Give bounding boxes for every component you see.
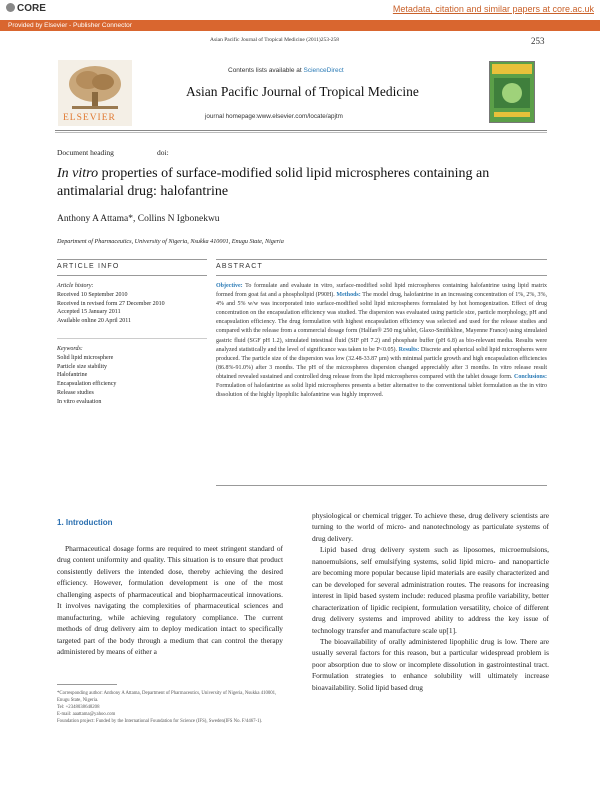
- conclusions-text: Formulation of halofantrine as solid lipid microspheres presents a better alternative to the conventional tablet formulation as the in vitro dissolution of the highly lipophilic halofantrine was highly improved.: [216, 383, 547, 399]
- keyword: In vitro evaluation: [57, 398, 102, 405]
- objective-label: Objective:: [216, 283, 243, 289]
- affiliation: Department of Pharmaceutics, University of Nigeria, Nsukka 410001, Enugu State, Nigeria: [57, 238, 284, 245]
- abstract-heading: ABSTRACT: [216, 263, 263, 270]
- paragraph: Lipid based drug delivery system such as liposomes, microemulsions, nanoemulsions, self emulsifying systems, solid lipid micro- and nanoparticle are becoming more popular because lipid materials are easily characterized and can be developed for several administration routes. The reasons for increasing interest in lipid based system include: reduced plasma profile variability, better characterization of lipidic recipient, formulation versatility, choice of different drug delivery systems and improved ability to address the key issue of technology transfer and manufacture scale up[1].: [312, 545, 549, 635]
- info-rule-bottom: [57, 275, 207, 276]
- authors: Anthony A Attama*, Collins N Igbonekwu: [57, 214, 220, 224]
- keywords: [57, 345, 207, 407]
- online-date: Available online 20 April 2011: [57, 318, 131, 325]
- journal-cover-thumbnail: [489, 61, 535, 123]
- objective-text: To formulate and evaluate in vitro, surface-modified solid lipid microspheres containing halofantrine using lipid matrix formed from goat fat and a phospholipid (P90H).: [216, 283, 547, 299]
- methods-label: Methods:: [336, 292, 361, 299]
- paragraph: Pharmaceutical dosage forms are required to meet stringent standard of drug content uniformity and quality. This situation is to ensure that product consistently delivers the intended dose, thereby achieving the desired efficiency. However, formulation development is one of the most challenging aspects of pharmaceutical and biopharmaceutical innovations. It involves navigating the complexities of pharmaceutical sciences and manufacturing, while achieving regulatory compliance. The current methods of drug delivery aim to deploy medication intact to specifically targeted part of the body through a medium that can control the therapy administered by means of either a: [57, 544, 283, 657]
- abstract-body: [216, 282, 547, 400]
- keywords-rule: [57, 338, 207, 339]
- running-head: Asian Pacific Journal of Tropical Medicine (2011)253-258: [210, 37, 340, 43]
- footnote-funding: Foundation project: Funded by the International Foundation for Science (IFS), Sweden(IFS No. F/4467-1).: [57, 719, 263, 724]
- article-info-heading: ARTICLE INFO: [57, 263, 120, 270]
- footnote-tel: Tel: +2348038648208: [57, 705, 100, 710]
- page-number: 253: [531, 36, 545, 46]
- provider-text[interactable]: Provided by Elsevier - Publisher Connector: [8, 22, 132, 29]
- title-italic: In vitro: [57, 166, 99, 181]
- accepted-date: Accepted 15 January 2011: [57, 309, 121, 316]
- conclusions-label: Conclusions:: [514, 373, 548, 380]
- results-text: Discrete and spherical solid lipid microspheres were produced. The particle size of the dispersion was low (32.48-33.87 μm) with minimal particle growth and high encapsulation efficiencies (86.8%-91.0%) after 3 months. The pH of the microspheres dispersion changed appreciably after 3 months. In vitro release result obtained revealed sustained and controlled drug release from the lipid microspheres compared with the tablet dosage form.: [216, 346, 548, 380]
- history-label: Article history:: [57, 283, 94, 289]
- body-column-right: [312, 510, 549, 693]
- keyword: Solid lipid microsphere: [57, 354, 114, 361]
- keyword: Encapsulation efficiency: [57, 381, 117, 388]
- abstract-rule-top: [216, 259, 547, 260]
- abstract-rule-bottom: [216, 275, 547, 276]
- core-logo-icon: [6, 3, 15, 12]
- keyword: Release studies: [57, 389, 94, 396]
- sciencedirect-link[interactable]: ScienceDirect: [303, 67, 344, 74]
- received-date: Received 10 September 2010: [57, 291, 128, 298]
- elsevier-wordmark: ELSEVIER: [63, 113, 116, 123]
- article-title: [57, 165, 547, 201]
- keywords-label: Keywords:: [57, 346, 83, 352]
- header-rule-thin: [55, 132, 547, 133]
- core-logo-text: CORE: [17, 3, 46, 14]
- methods-text: The model drug, halofantrine in an increasing concentration of 1%, 2%, 3%, 4% and 5% w/w was incorporated into surface-modified solid lipid microspheres formulated by hot homogenization. Effect of drug concentration on the encapsulation efficiency was studied. The dispersion was evaluated using particle size, particle morphology, pH and encapsulation efficiency. The drug formulation with highest encapsulation efficiency was selected and used for the release studies and compared with the release from a commercial dosage form (Halfan® 250 mg tablet, Glaxo-Smithkline, Mayenne France) using simulated gastric fluid (SGF pH 1.2), simulated intestinal fluid (SIF pH 7.2) and phosphate buffer (pH 6.8) as bio-relevant media. Results were analyzed statistically and the level of significance was taken to be P<0.05).: [216, 292, 547, 353]
- keyword: Halofantrine: [57, 372, 88, 379]
- article-history: [57, 282, 207, 326]
- doi: doi:: [157, 148, 169, 157]
- header-rule: [55, 130, 547, 131]
- core-logo[interactable]: [6, 3, 46, 14]
- journal-title: Asian Pacific Journal of Tropical Medicine: [186, 84, 419, 99]
- revised-date: Received in revised form 27 December 2010: [57, 300, 165, 307]
- body-column-left: [57, 543, 283, 658]
- info-rule-top: [57, 259, 207, 260]
- section-heading-introduction: 1. Introduction: [57, 518, 113, 527]
- contents-label: Contents lists available at: [228, 67, 302, 74]
- journal-homepage[interactable]: journal homepage:www.elsevier.com/locate/apjtm: [205, 113, 343, 120]
- paragraph: The bioavailability of orally administered lipophilic drug is low. There are usually several factors for this reason, but a particular widespread problem is poor absorption due to slow or incomplete dissolution in gastrointestinal tract. Formulation strategies to enhance solubility will ultimately increase bioavailability. Solid lipid based drug: [312, 636, 549, 692]
- paragraph: physiological or chemical trigger. To achieve these, drug delivery scientists are turning to the world of micro- and nanotechnology as particulate systems of drug delivery.: [312, 511, 549, 543]
- provider-bar: [0, 20, 600, 31]
- abstract-rule-end: [216, 485, 547, 486]
- title-rest: properties of surface-modified solid lipid microspheres containing an antimalarial drug: halofantrine: [57, 166, 490, 199]
- footnote-rule: [57, 684, 117, 685]
- contents-line: [228, 67, 344, 74]
- keyword: Particle size stability: [57, 363, 107, 370]
- results-label: Results:: [398, 346, 420, 353]
- footnote-corresponding: *Corresponding author: Anthony A Attama, Department of Pharmaceutics, University of Nigeria, Nsukka 410001, Enugu State, Nigeria.: [57, 691, 277, 703]
- document-heading: Document heading: [57, 148, 114, 157]
- metadata-link[interactable]: Metadata, citation and similar papers at core.ac.uk: [392, 4, 594, 14]
- footnotes: [57, 690, 285, 725]
- footnote-email: E-mail: aaattama@yahoo.com: [57, 712, 116, 717]
